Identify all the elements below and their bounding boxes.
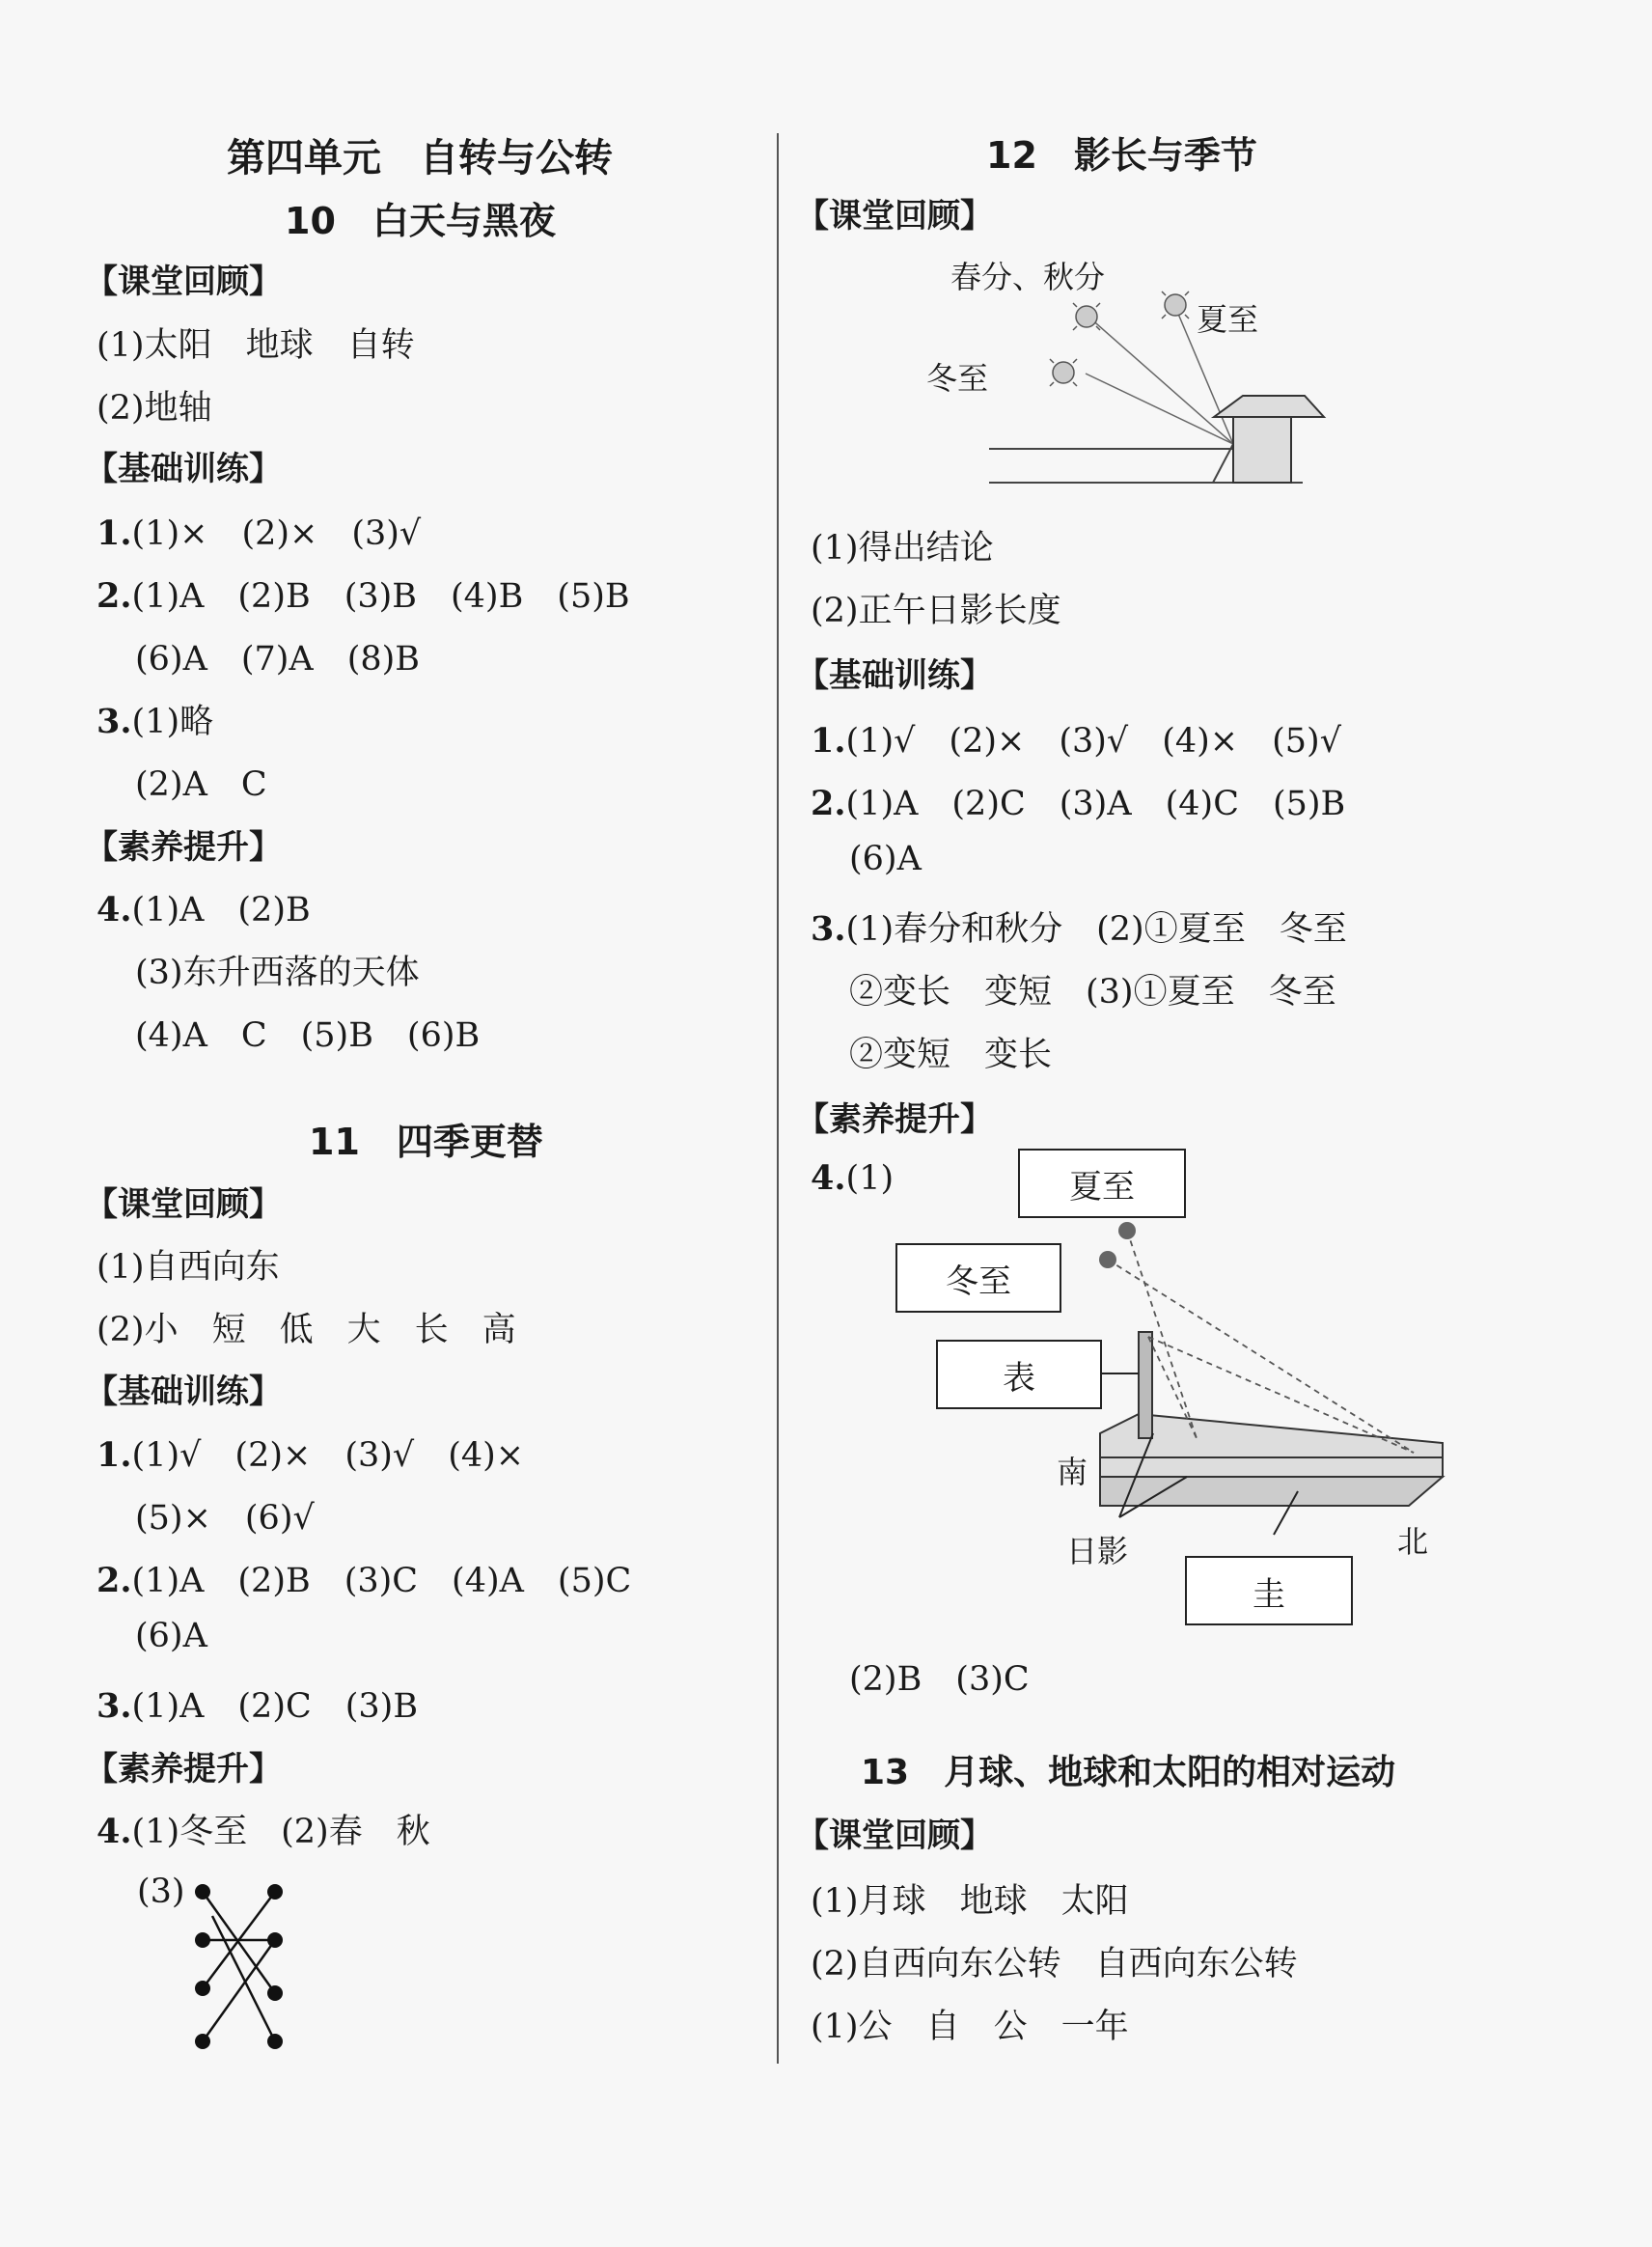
sec11-q2-cont: (6)A <box>135 1617 207 1655</box>
sec12-q4-cont: (2)B (3)C <box>849 1660 1030 1699</box>
sec11-review-line-2: (2)小 短 低 大 长 高 <box>96 1311 516 1349</box>
sec10-q4 <box>96 883 311 931</box>
sec13-review-line-2: (2)自西向东公转 自西向东公转 <box>811 1945 1298 1983</box>
sec12-basic-heading: 【基础训练】 <box>796 656 993 695</box>
sec10-review-heading: 【课堂回顾】 <box>85 263 282 301</box>
north-label: 北 <box>1397 1523 1429 1560</box>
sec11-review-line-1: (1)自西向东 <box>96 1248 280 1287</box>
fig1-winter-label: 冬至 <box>926 360 989 397</box>
sec10-basic-heading: 【基础训练】 <box>85 450 282 488</box>
sec13-review-line-1: (1)月球 地球 太阳 <box>811 1882 1129 1921</box>
q-number: 1. <box>811 721 846 761</box>
sec12-q3 <box>811 902 1347 951</box>
sec11-q2 <box>96 1554 631 1602</box>
sec11-q1 <box>96 1429 524 1477</box>
sec11-q4 <box>96 1805 430 1853</box>
answer-text: (1)A (2)B <box>131 891 311 929</box>
q-number: 4. <box>96 1812 132 1851</box>
sec10-q3 <box>96 695 213 743</box>
answer-text: (1)× (2)× (3)√ <box>131 514 422 553</box>
sec13-review-heading: 【课堂回顾】 <box>796 1817 993 1855</box>
matching-lines-diagram <box>188 1877 294 2051</box>
sun-angle-diagram <box>984 280 1332 492</box>
sec10-q4-cont-1: (3)东升西落的天体 <box>135 954 420 992</box>
answer-text: (1) <box>845 1159 895 1198</box>
q-number: 1. <box>96 513 132 553</box>
answer-text: (1)A (2)B (3)B (4)B (5)B <box>131 577 630 616</box>
q-number: 3. <box>811 909 846 949</box>
fig1-summer-label: 夏至 <box>1197 301 1259 338</box>
answer-text: (1)冬至 (2)春 秋 <box>131 1813 430 1851</box>
sec10-review-line-2: (2)地轴 <box>96 389 212 428</box>
section-11-title: 11 四季更替 <box>309 1121 543 1163</box>
sec12-adv-heading: 【素养提升】 <box>796 1100 993 1139</box>
column-divider <box>777 133 779 2064</box>
sec12-review-line-1: (1)得出结论 <box>811 529 994 568</box>
answer-text: (1)A (2)C (3)B <box>131 1687 419 1726</box>
sec12-q3-cont-1: ②变长 变短 (3)①夏至 冬至 <box>849 973 1336 1012</box>
fig1-equinox-label: 春分、秋分 <box>950 259 1106 295</box>
sec10-adv-heading: 【素养提升】 <box>85 828 282 867</box>
gnomon-diagram <box>1081 1216 1467 1554</box>
sec10-q1 <box>96 507 421 555</box>
sec11-review-heading: 【课堂回顾】 <box>85 1185 282 1224</box>
sec12-review-heading: 【课堂回顾】 <box>796 197 993 236</box>
section-10-title: 10 白天与黑夜 <box>285 200 556 242</box>
answer-text: (1)√ (2)× (3)√ (4)× (5)√ <box>845 722 1341 761</box>
q-number: 2. <box>96 576 132 616</box>
sec11-q1-cont: (5)× (6)√ <box>135 1499 315 1538</box>
gui-box: 圭 <box>1185 1556 1353 1625</box>
sec11-q4-part3: (3) <box>137 1872 185 1911</box>
shadow-label: 日影 <box>1066 1533 1129 1569</box>
sec12-q2 <box>811 777 1345 825</box>
sec10-review-line-1: (1)太阳 地球 自转 <box>96 326 415 365</box>
sec12-q1 <box>811 714 1341 763</box>
sec10-q4-cont-2: (4)A C (5)B (6)B <box>135 1016 481 1055</box>
answer-text: (1)略 <box>131 703 214 741</box>
q-number: 3. <box>96 702 132 741</box>
q-number: 1. <box>96 1435 132 1475</box>
answer-text: (1)春分和秋分 (2)①夏至 冬至 <box>845 910 1347 949</box>
q-number: 2. <box>96 1561 132 1600</box>
sec12-q3-cont-2: ②变短 变长 <box>849 1036 1053 1074</box>
unit-title: 第四单元 自转与公转 <box>227 136 613 180</box>
section-12-title: 12 影长与季节 <box>986 134 1257 177</box>
sun-icons <box>1053 294 1186 383</box>
answer-text: (1)A (2)C (3)A (4)C (5)B <box>845 785 1346 823</box>
sec13-review-line-3: (1)公 自 公 一年 <box>811 2008 1129 2046</box>
sec10-q3-cont: (2)A C <box>135 765 267 804</box>
sec11-q3 <box>96 1679 418 1728</box>
sec11-adv-heading: 【素养提升】 <box>85 1750 282 1789</box>
q-number: 4. <box>96 890 132 929</box>
sec10-q2-cont: (6)A (7)A (8)B <box>135 640 421 679</box>
sec12-q4 <box>811 1158 894 1198</box>
q-number: 4. <box>811 1158 846 1198</box>
sec12-review-line-2: (2)正午日影长度 <box>811 592 1061 630</box>
winter-sun-icon <box>1099 1251 1116 1268</box>
sec10-q2 <box>96 569 630 618</box>
sec11-basic-heading: 【基础训练】 <box>85 1373 282 1411</box>
sec12-q2-cont: (6)A <box>849 840 922 878</box>
gnomon-box: 表 <box>936 1340 1102 1409</box>
summer-solstice-box: 夏至 <box>1018 1149 1186 1218</box>
answer-text: (1)√ (2)× (3)√ (4)× <box>131 1436 525 1475</box>
section-13-title: 13 月球、地球和太阳的相对运动 <box>861 1753 1396 1792</box>
answer-text: (1)A (2)B (3)C (4)A (5)C <box>131 1562 632 1600</box>
summer-sun-icon <box>1118 1222 1136 1239</box>
winter-solstice-box: 冬至 <box>895 1243 1061 1313</box>
q-number: 3. <box>96 1686 132 1726</box>
q-number: 2. <box>811 784 846 823</box>
south-label: 南 <box>1057 1454 1088 1490</box>
